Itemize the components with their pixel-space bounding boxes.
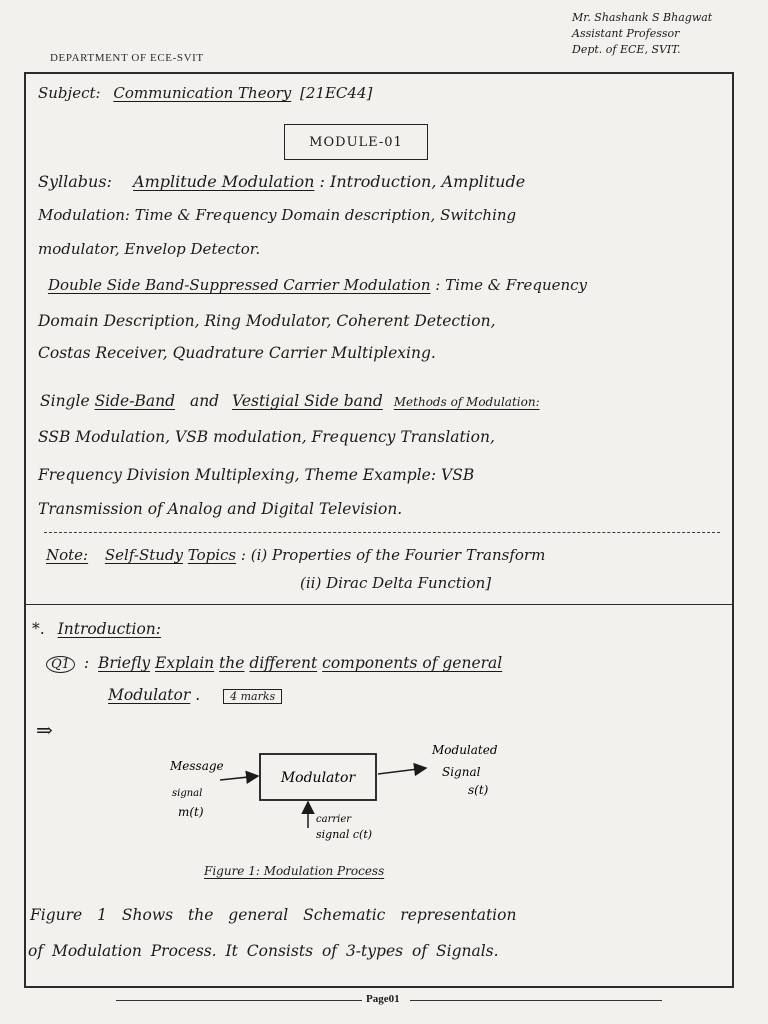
input-arrow: [220, 776, 258, 780]
author-block: [572, 10, 762, 58]
note-item-2: (ii) Dirac Delta Function]: [300, 574, 492, 592]
author-name: Mr. Shashank S Bhagwat: [572, 11, 713, 24]
carrier-label-2: signal c(t): [316, 828, 373, 841]
vsb-title: Vestigial Side band: [232, 392, 383, 410]
body-line-1: Figure 1 Shows the general Schematic representation: [30, 906, 517, 924]
footer-rule-right: [410, 1000, 662, 1001]
body-line-2: of Modulation Process. It Consists of 3-types of Signals.: [28, 942, 499, 960]
output-label: Modulated: [432, 743, 498, 757]
subject-line: [38, 84, 372, 102]
subject-label: Subject:: [38, 84, 101, 102]
ssb-and: and: [189, 392, 220, 410]
output-symbol: s(t): [468, 783, 489, 797]
marks-badge: 4 marks: [223, 689, 282, 704]
q-explain: Explain: [155, 654, 215, 672]
ssb-side-band: Side-Band: [94, 392, 176, 410]
syllabus-line-4: [48, 276, 587, 294]
modulation-diagram: [150, 736, 550, 846]
carrier-label: carrier: [316, 814, 352, 825]
intro-mark: *.: [32, 620, 45, 638]
syllabus-line-6: Costas Receiver, Quadrature Carrier Multiplexing.: [38, 344, 436, 362]
subject-name: Communication Theory: [113, 84, 292, 102]
am-rest: : Introduction, Amplitude: [319, 172, 526, 191]
q-components: components of general: [322, 654, 503, 672]
note-line-1: [46, 546, 545, 564]
syllabus-line-2: Modulation: Time & Frequency Domain description, Switching: [38, 206, 517, 224]
note-item-1: : (i) Properties of the Fourier Transform: [240, 546, 546, 564]
section-divider: [24, 604, 734, 605]
syllabus-label: Syllabus:: [38, 172, 112, 191]
block-label: Modulator: [280, 770, 356, 786]
author-role: Assistant Professor: [572, 27, 680, 40]
syllabus-line-5: Domain Description, Ring Modulator, Coherent Detection,: [38, 312, 496, 330]
syllabus-line-9: Frequency Division Multiplexing, Theme Example: VSB: [38, 466, 475, 484]
intro-heading-line: [32, 620, 161, 638]
self-study: Self-Study: [104, 546, 183, 564]
input-label: Message: [170, 759, 224, 773]
page-number: Page01: [366, 993, 400, 1005]
syllabus-line-3: modulator, Envelop Detector.: [38, 240, 261, 258]
input-label-2: signal: [172, 788, 203, 799]
note-label: Note:: [46, 546, 89, 564]
question-number: Q1: [46, 656, 75, 673]
q-the: the: [219, 654, 245, 672]
module-title: MODULE-01: [284, 124, 428, 160]
output-arrow: [378, 768, 426, 774]
dsb-rest: : Time & Frequency: [435, 276, 588, 294]
question-line-2: [108, 686, 282, 704]
syllabus-line-8: SSB Modulation, VSB modulation, Frequency Translation,: [38, 428, 495, 446]
q-briefly: Briefly: [98, 654, 151, 672]
syllabus-line-1: [38, 172, 525, 191]
ssb-single: Single: [40, 392, 90, 410]
am-title: Amplitude Modulation: [133, 172, 315, 191]
dsb-title: Double Side Band-Suppressed Carrier Modulation: [48, 276, 431, 294]
syllabus-line-7: [40, 392, 540, 410]
answer-arrow: ⇒: [36, 718, 53, 742]
footer-rule-left: [116, 1000, 362, 1001]
figure-caption: Figure 1: Modulation Process: [204, 864, 385, 878]
input-symbol: m(t): [178, 805, 204, 819]
q-different: different: [249, 654, 318, 672]
intro-heading: Introduction:: [57, 620, 162, 638]
methods-of-modulation: Methods of Modulation:: [393, 395, 540, 409]
output-label-2: Signal: [442, 765, 481, 779]
q-modulator: Modulator: [108, 686, 191, 704]
question-line-1: Q1 : Briefly Explain the different components of general: [46, 654, 502, 672]
department-header: DEPARTMENT OF ECE-SVIT: [50, 52, 204, 64]
dashed-separator: [44, 532, 720, 533]
author-dept: Dept. of ECE, SVIT.: [572, 43, 681, 56]
subject-code: [21EC44]: [300, 84, 373, 102]
q-dot: .: [195, 686, 201, 704]
syllabus-line-10: Transmission of Analog and Digital Television.: [38, 500, 403, 518]
topics: Topics: [187, 546, 237, 564]
